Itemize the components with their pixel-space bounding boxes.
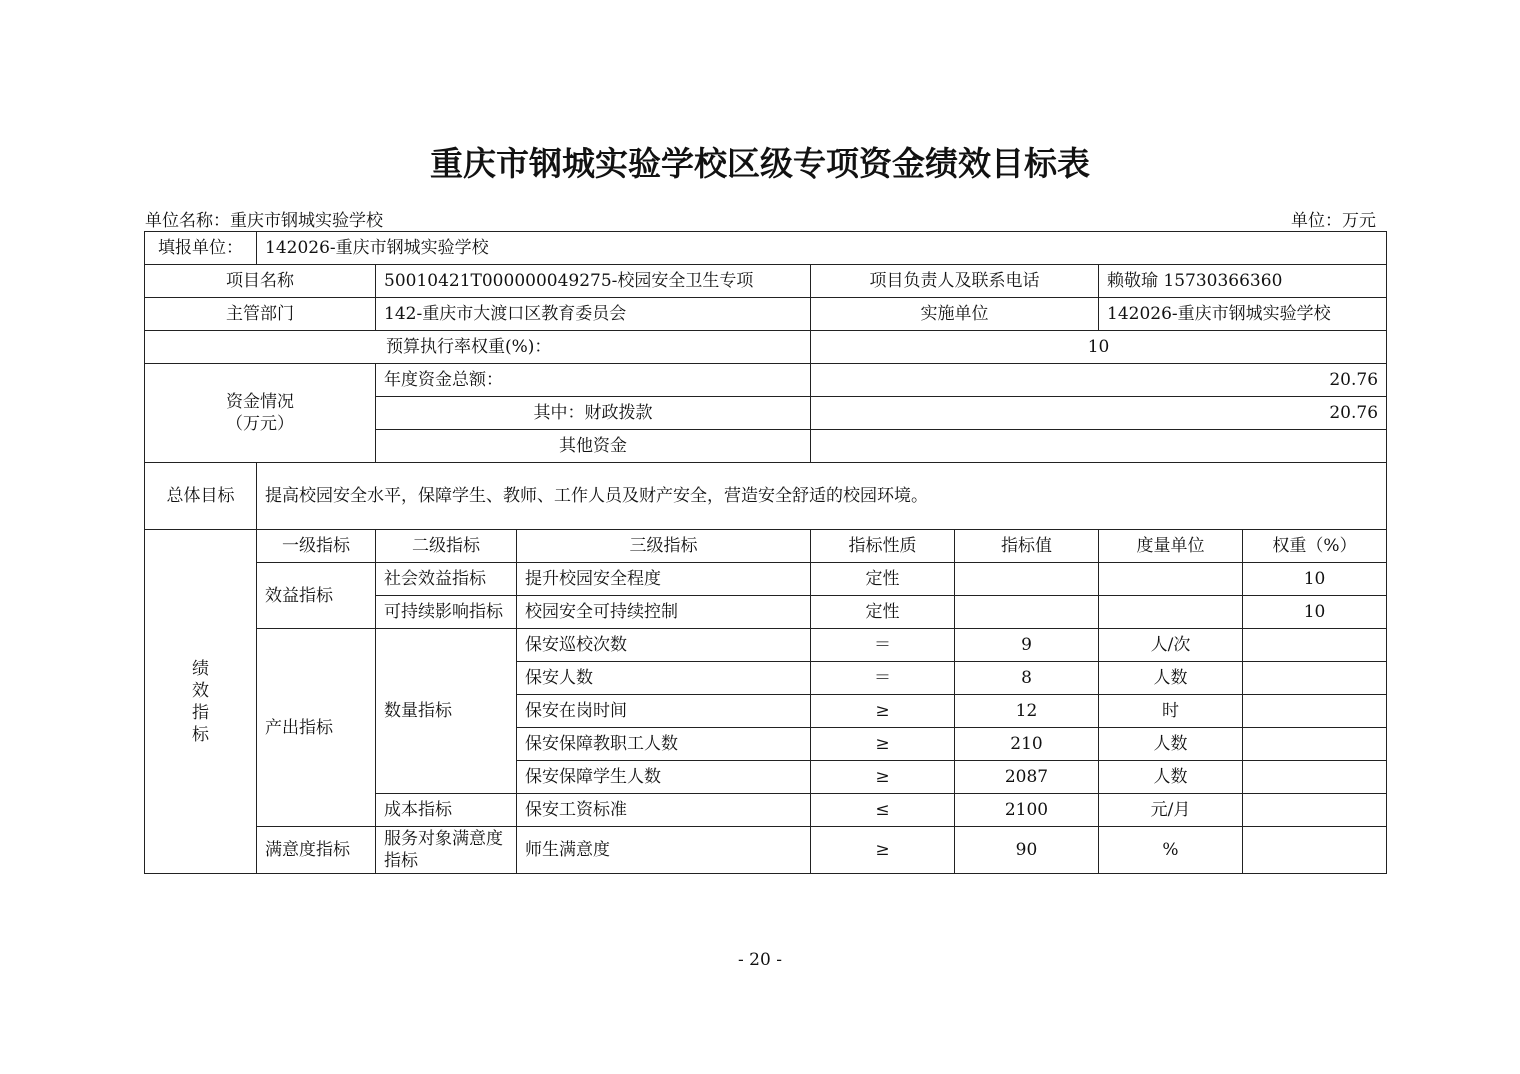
unit-label: 单位：万元 bbox=[1291, 211, 1376, 231]
row-nature: ＝ bbox=[811, 662, 955, 695]
header-value: 指标值 bbox=[955, 530, 1099, 563]
row-value: 8 bbox=[955, 662, 1099, 695]
row-weight: 10 bbox=[1243, 563, 1387, 596]
header-weight: 权重（%） bbox=[1243, 530, 1387, 563]
satisfaction-indicator: 满意度指标 bbox=[257, 827, 376, 874]
row-unit: 人/次 bbox=[1099, 629, 1243, 662]
row-value: 2087 bbox=[955, 761, 1099, 794]
fill-unit-label: 填报单位： bbox=[145, 232, 257, 265]
row-weight bbox=[1243, 728, 1387, 761]
row-value: 9 bbox=[955, 629, 1099, 662]
row-nature: 定性 bbox=[811, 563, 955, 596]
dept-value: 142-重庆市大渡口区教育委员会 bbox=[376, 298, 811, 331]
benefit-indicator: 效益指标 bbox=[257, 563, 376, 629]
perf-char: 标 bbox=[192, 724, 209, 745]
perf-header-row bbox=[145, 530, 1387, 563]
header-l1: 一级指标 bbox=[257, 530, 376, 563]
goal-row bbox=[145, 463, 1387, 530]
perf-char: 指 bbox=[192, 702, 209, 723]
funds-total-label: 年度资金总额： bbox=[376, 364, 811, 397]
row-l3: 保安巡校次数 bbox=[517, 629, 811, 662]
row-l3: 提升校园安全程度 bbox=[517, 563, 811, 596]
row-unit: 人数 bbox=[1099, 761, 1243, 794]
row-nature: ≥ bbox=[811, 827, 955, 874]
project-row bbox=[145, 265, 1387, 298]
budget-rate-label: 预算执行率权重(%)： bbox=[145, 331, 811, 364]
funds-other-value bbox=[811, 430, 1387, 463]
page-number: - 20 - bbox=[738, 950, 782, 970]
row-l2: 服务对象满意度指标 bbox=[376, 827, 517, 874]
contact-value: 赖敬瑜 15730366360 bbox=[1099, 265, 1387, 298]
row-weight bbox=[1243, 695, 1387, 728]
table-row bbox=[145, 563, 1387, 596]
row-value: 2100 bbox=[955, 794, 1099, 827]
impl-label: 实施单位 bbox=[811, 298, 1099, 331]
header-nature: 指标性质 bbox=[811, 530, 955, 563]
row-nature: ≤ bbox=[811, 794, 955, 827]
funds-label bbox=[145, 364, 376, 463]
cost-indicator: 成本指标 bbox=[376, 794, 517, 827]
funds-label-line2: （万元） bbox=[226, 414, 294, 434]
fill-unit-row bbox=[145, 232, 1387, 265]
fill-unit-value: 142026-重庆市钢城实验学校 bbox=[257, 232, 1387, 265]
row-l3: 保安保障教职工人数 bbox=[517, 728, 811, 761]
row-l3: 师生满意度 bbox=[517, 827, 811, 874]
row-value bbox=[955, 596, 1099, 629]
funds-fiscal-label: 其中：财政拨款 bbox=[376, 397, 811, 430]
contact-label: 项目负责人及联系电话 bbox=[811, 265, 1099, 298]
row-l2: 社会效益指标 bbox=[376, 563, 517, 596]
row-unit bbox=[1099, 596, 1243, 629]
unit-name: 单位名称：重庆市钢城实验学校 bbox=[145, 211, 383, 231]
row-unit: % bbox=[1099, 827, 1243, 874]
row-weight bbox=[1243, 794, 1387, 827]
row-value: 90 bbox=[955, 827, 1099, 874]
row-nature: ≥ bbox=[811, 695, 955, 728]
row-l3: 校园安全可持续控制 bbox=[517, 596, 811, 629]
performance-table bbox=[144, 231, 1387, 874]
perf-char: 效 bbox=[192, 680, 209, 701]
budget-rate-row bbox=[145, 331, 1387, 364]
row-value: 210 bbox=[955, 728, 1099, 761]
page-title: 重庆市钢城实验学校区级专项资金绩效目标表 bbox=[430, 144, 1090, 183]
funds-fiscal-value: 20.76 bbox=[811, 397, 1387, 430]
dept-row bbox=[145, 298, 1387, 331]
project-name-value: 50010421T000000049275-校园安全卫生专项 bbox=[376, 265, 811, 298]
row-l3: 保安保障学生人数 bbox=[517, 761, 811, 794]
budget-rate-value: 10 bbox=[811, 331, 1387, 364]
row-nature: ≥ bbox=[811, 761, 955, 794]
row-l3: 保安工资标准 bbox=[517, 794, 811, 827]
table-row bbox=[145, 629, 1387, 662]
row-value: 12 bbox=[955, 695, 1099, 728]
row-weight bbox=[1243, 629, 1387, 662]
quantity-indicator: 数量指标 bbox=[376, 629, 517, 794]
header-l3: 三级指标 bbox=[517, 530, 811, 563]
row-weight: 10 bbox=[1243, 596, 1387, 629]
row-weight bbox=[1243, 827, 1387, 874]
output-indicator: 产出指标 bbox=[257, 629, 376, 827]
row-l2: 可持续影响指标 bbox=[376, 596, 517, 629]
goal-value: 提高校园安全水平，保障学生、教师、工作人员及财产安全，营造安全舒适的校园环境。 bbox=[257, 463, 1387, 530]
row-value bbox=[955, 563, 1099, 596]
funds-total-row bbox=[145, 364, 1387, 397]
row-unit: 元/月 bbox=[1099, 794, 1243, 827]
row-nature: ＝ bbox=[811, 629, 955, 662]
dept-label: 主管部门 bbox=[145, 298, 376, 331]
row-nature: ≥ bbox=[811, 728, 955, 761]
row-unit: 时 bbox=[1099, 695, 1243, 728]
goal-label: 总体目标 bbox=[145, 463, 257, 530]
funds-total-value: 20.76 bbox=[811, 364, 1387, 397]
project-name-label: 项目名称 bbox=[145, 265, 376, 298]
row-unit bbox=[1099, 563, 1243, 596]
row-unit: 人数 bbox=[1099, 728, 1243, 761]
row-l3: 保安人数 bbox=[517, 662, 811, 695]
row-nature: 定性 bbox=[811, 596, 955, 629]
row-weight bbox=[1243, 761, 1387, 794]
funds-other-label: 其他资金 bbox=[376, 430, 811, 463]
header-l2: 二级指标 bbox=[376, 530, 517, 563]
header-unit: 度量单位 bbox=[1099, 530, 1243, 563]
row-l3: 保安在岗时间 bbox=[517, 695, 811, 728]
perf-label bbox=[145, 530, 257, 874]
perf-char: 绩 bbox=[192, 658, 209, 679]
funds-label-line1: 资金情况 bbox=[226, 392, 294, 412]
row-unit: 人数 bbox=[1099, 662, 1243, 695]
impl-value: 142026-重庆市钢城实验学校 bbox=[1099, 298, 1387, 331]
row-weight bbox=[1243, 662, 1387, 695]
table-row bbox=[145, 827, 1387, 874]
